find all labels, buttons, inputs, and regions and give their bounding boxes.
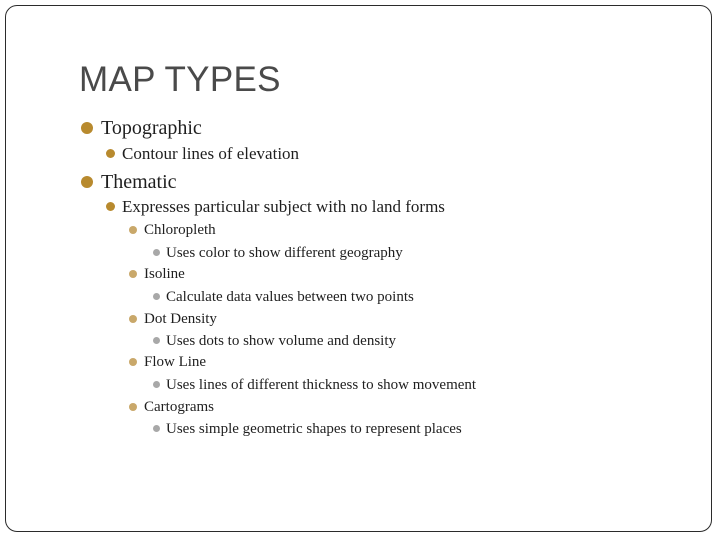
bullet-chloropleth: Chloropleth [144,222,216,238]
bullet-chloropleth-desc: Uses color to show different geography [166,245,403,261]
bullet-flow-line-desc: Uses lines of different thickness to show movement [166,377,477,393]
bullet-cartograms: Cartograms [144,399,214,415]
bullet-isoline: Isoline [144,266,185,282]
bullet-topographic: Topographic [101,117,202,139]
slide-title: MAP TYPES [79,60,281,99]
bullet-expresses: Expresses particular subject with no land forms [122,197,445,216]
bullet-dot-density: Dot Density [144,311,217,327]
bullet-cartograms-desc: Uses simple geometric shapes to represent places [166,421,462,437]
bullet-thematic: Thematic [101,171,177,193]
bullet-isoline-desc: Calculate data values between two points [166,289,414,305]
bullet-flow-line: Flow Line [144,354,207,370]
bullet-dot-density-desc: Uses dots to show volume and density [166,333,396,349]
bullet-contour-lines: Contour lines of elevation [122,144,300,163]
